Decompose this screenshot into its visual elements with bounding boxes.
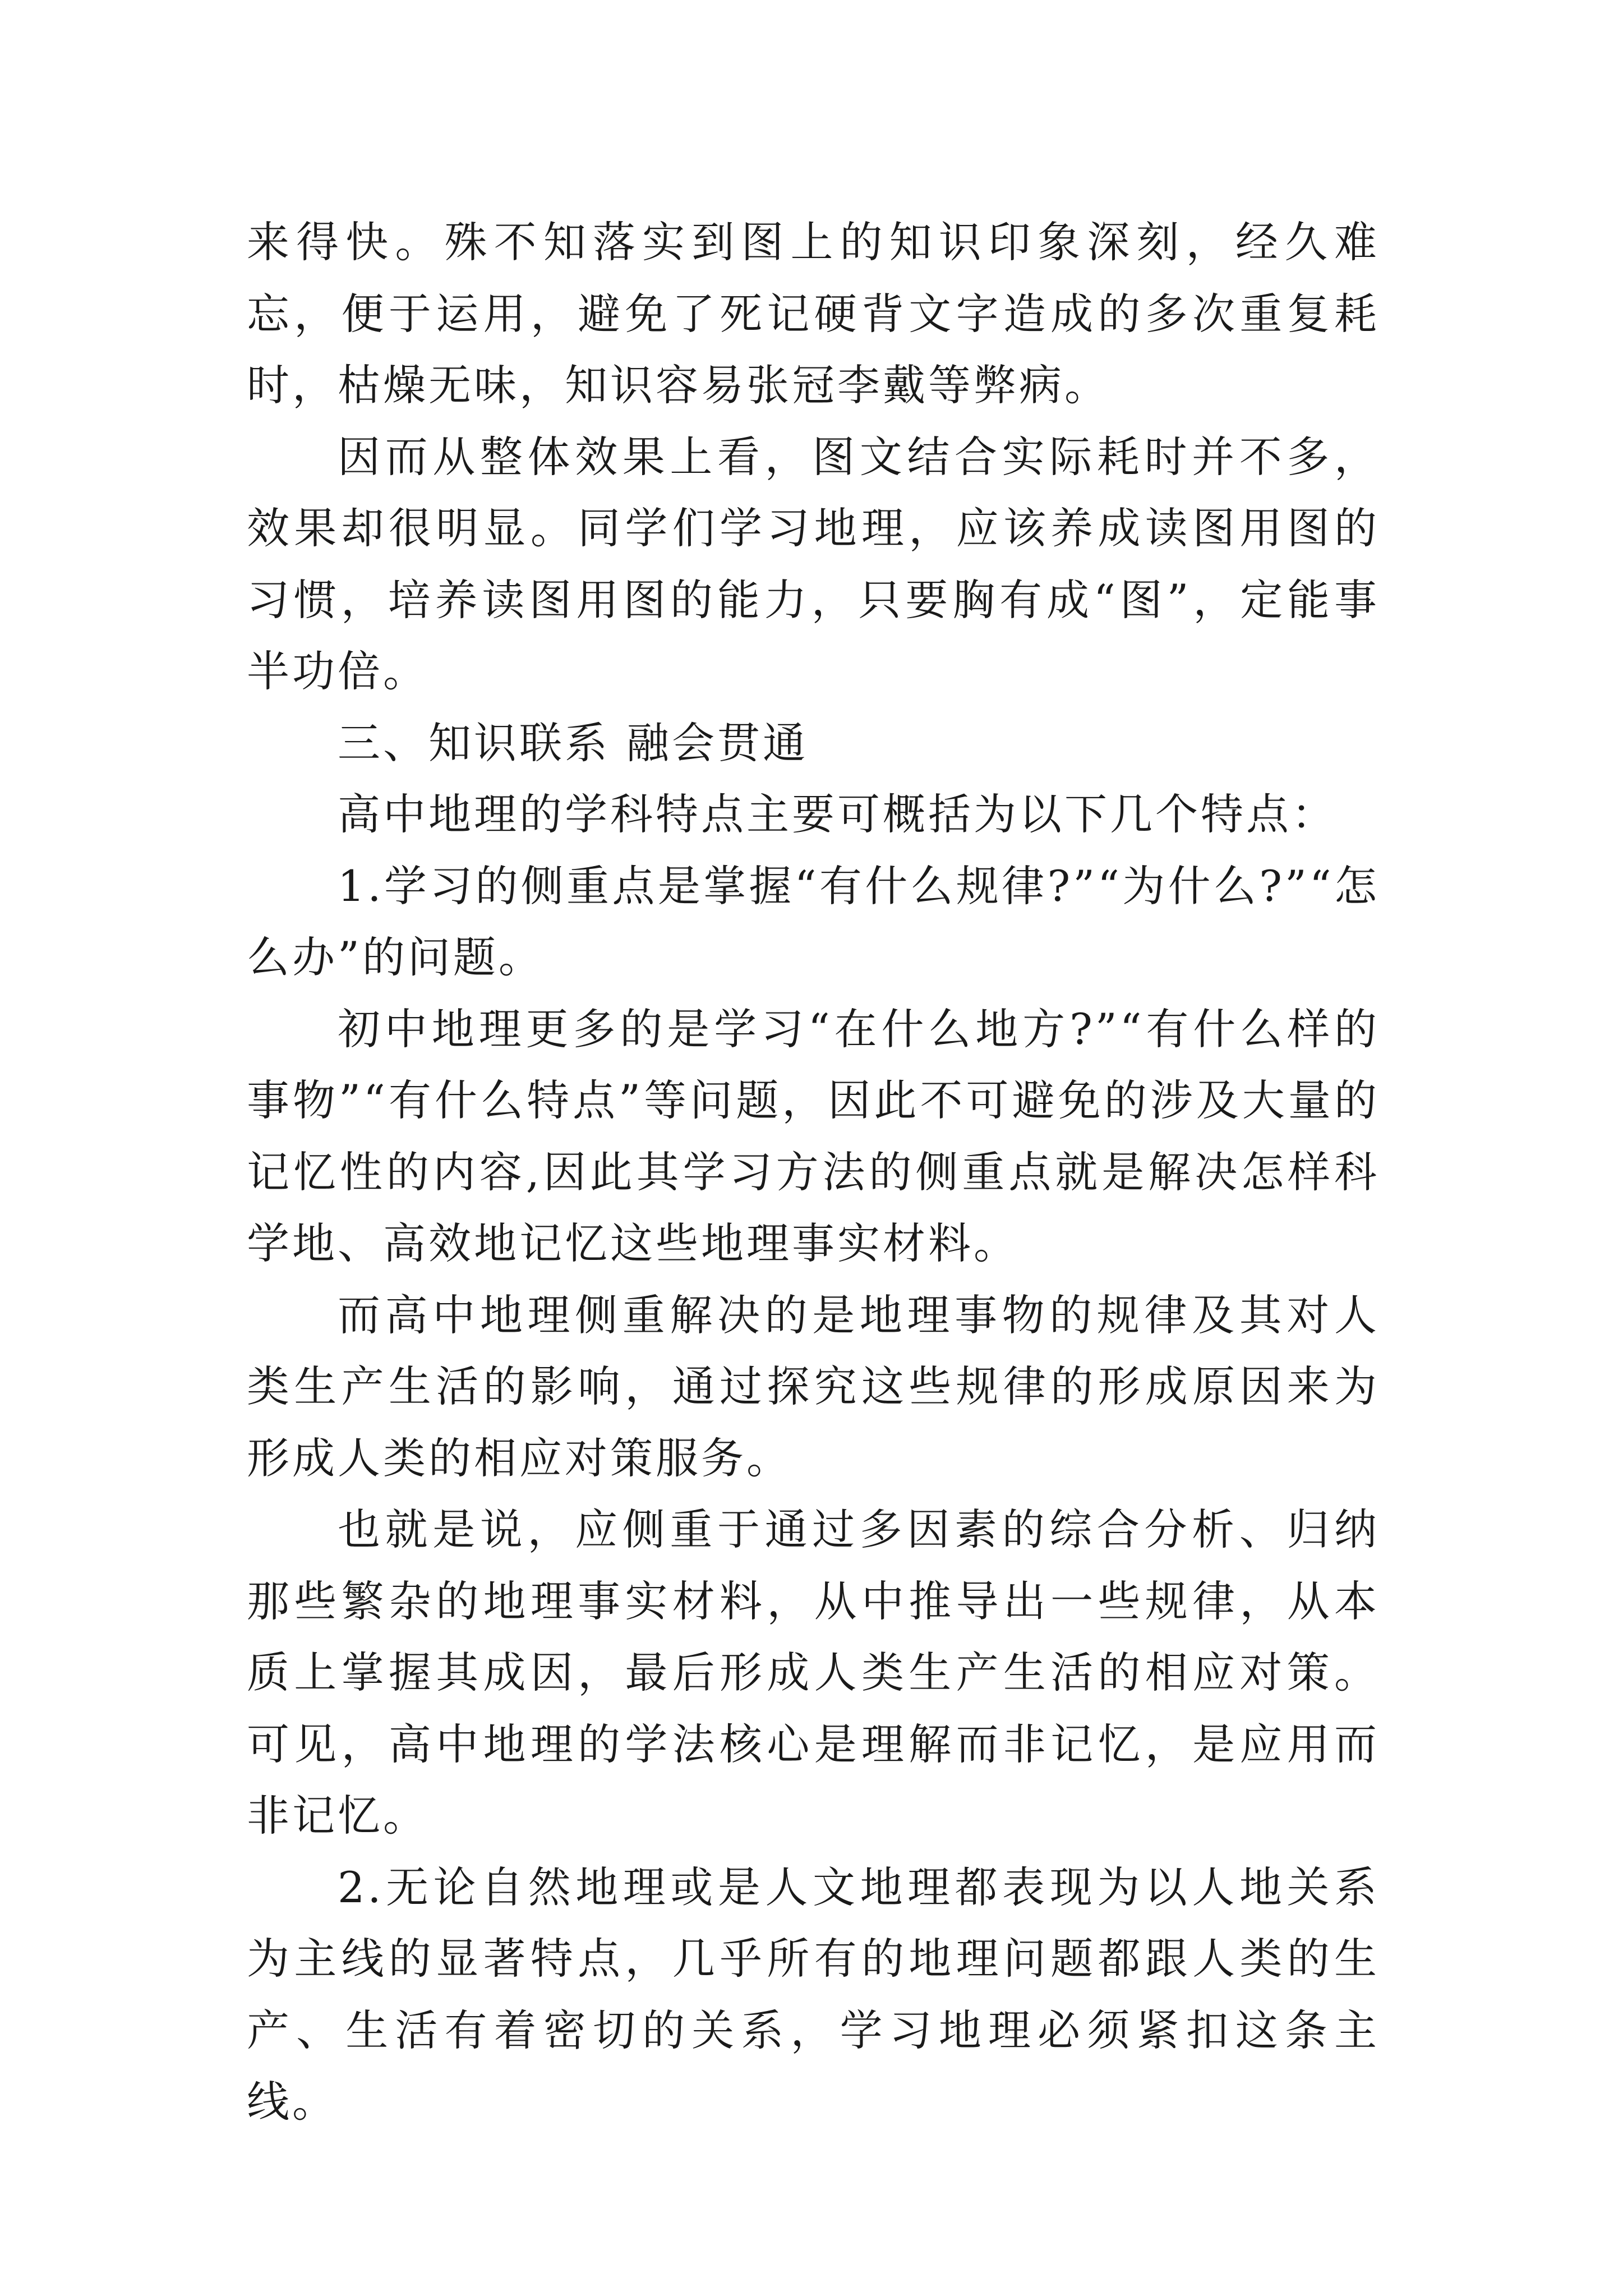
paragraph: 因而从整体效果上看，图文结合实际耗时并不多，效果却很明显。同学们学习地理，应该养成读图用图的习惯，培养读图用图的能力，只要胸有成“图”，定能事半功倍。 <box>247 431 1380 696</box>
paragraph: 高中地理的学科特点主要可概括为以下几个特点： <box>338 789 1337 839</box>
list-item-1: 1.学习的侧重点是掌握“有什么规律?”“为什么?”“怎么办”的问题。 <box>247 861 1380 982</box>
paragraph: 也就是说，应侧重于通过多因素的综合分析、归纳那些繁杂的地理事实材料，从中推导出一些规律，从本质上掌握其成因，最后形成人类生产生活的相应对策。可见，高中地理的学法核心是理解而非记忆，是应用而非记忆。 <box>247 1504 1380 1841</box>
section-heading: 三、知识联系 融会贯通 <box>338 717 809 768</box>
paragraph: 而高中地理侧重解决的是地理事物的规律及其对人类生产生活的影响，通过探究这些规律的形成原因来为形成人类的相应对策服务。 <box>247 1290 1380 1483</box>
paragraph-continuation: 来得快。殊不知落实到图上的知识印象深刻，经久难忘，便于运用，避免了死记硬背文字造成的多次重复耗时，枯燥无味，知识容易张冠李戴等弊病。 <box>247 217 1380 410</box>
paragraph: 初中地理更多的是学习“在什么地方?”“有什么样的事物”“有什么特点”等问题，因此不可避免的涉及大量的记忆性的内容,因此其学习方法的侧重点就是解决怎样科学地、高效地记忆这些地理事实材料。 <box>247 1004 1380 1268</box>
body-text <box>247 206 1380 2138</box>
list-item-2: 2.无论自然地理或是人文地理都表现为以人地关系为主线的显著特点，几乎所有的地理问题都跟人类的生产、生活有着密切的关系，学习地理必须紧扣这条主线。 <box>247 1862 1380 2127</box>
